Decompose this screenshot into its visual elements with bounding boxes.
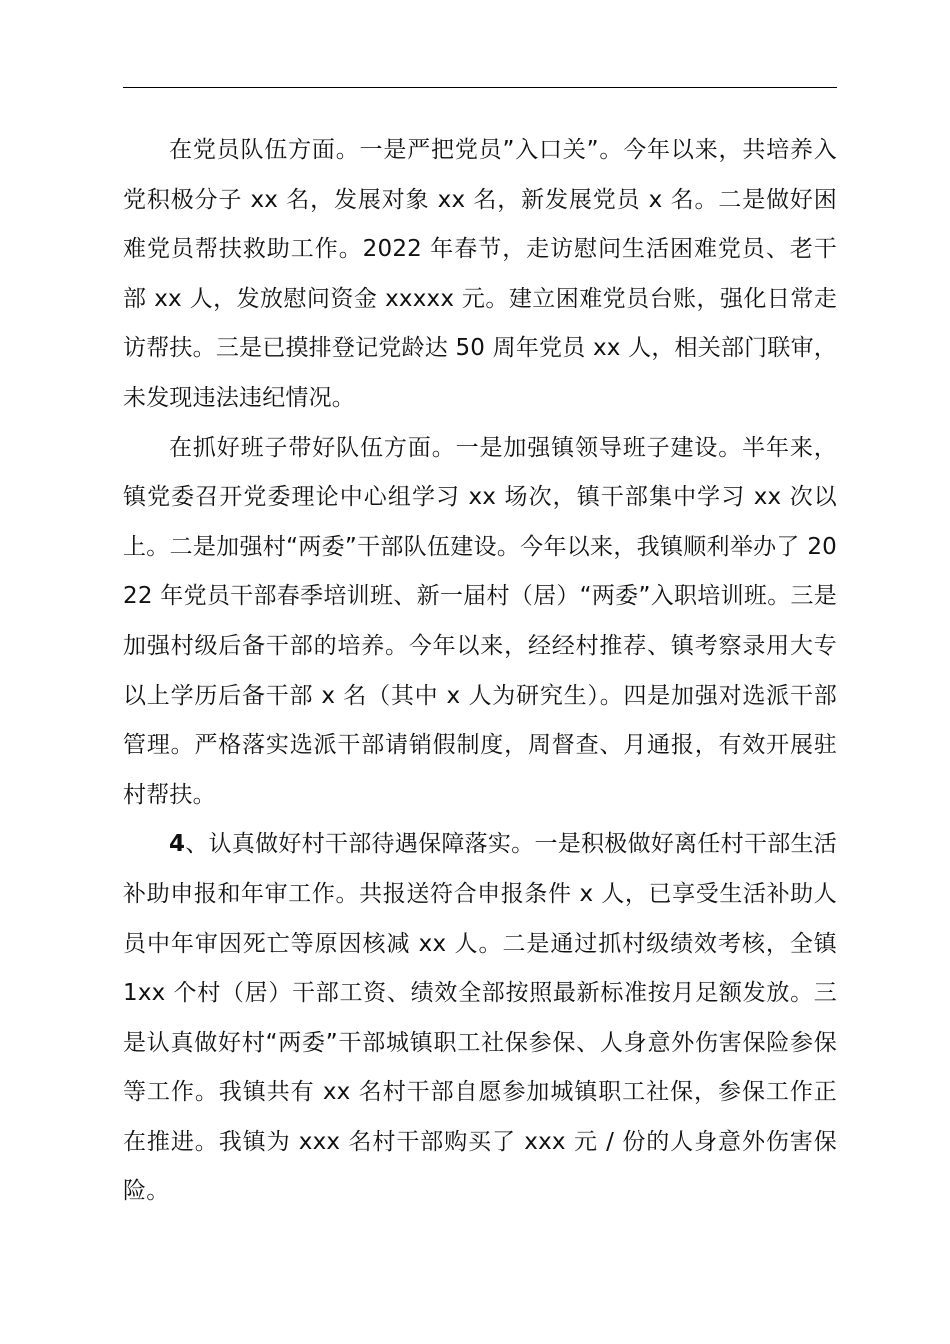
document-body (123, 126, 837, 1217)
paragraph-party-members (123, 126, 837, 424)
paragraph-leadership-team (123, 424, 837, 821)
paragraph-text: 、认真做好村干部待遇保障落实。一是积极做好离任村干部生活补助申报和年审工作。共报送符合申报条件 x 人，已享受生活补助人员中年审因死亡等原因核减 xx 人。二是通过抓村级绩效考核，全镇 1xx 个村（居）干部工资、绩效全部按照最新标准按月足额发放。三是认真做好村“两委”干部城镇职工社保参保、人身意外伤害保险参保等工作。我镇共有 xx 名村干部自愿参加城镇职工社保，参保工作正在推进。我镇为 xxx 名村干部购买了 xxx 元 / 份的人身意外伤害保险。 (123, 831, 837, 1205)
header-rule (123, 87, 837, 88)
paragraph-village-cadre-benefits (123, 820, 837, 1217)
paragraph-text: 在党员队伍方面。一是严把党员”入口关”。今年以来，共培养入党积极分子 xx 名，发展对象 xx 名，新发展党员 x 名。二是做好困难党员帮扶救助工作。2022 年春节，走访慰问生活困难党员、老干部 xx 人，发放慰问资金 xxxxx 元。建立困难党员台账，强化日常走访帮扶。三是已摸排登记党龄达 50 周年党员 xx 人，相关部门联审，未发现违法违纪情况。 (123, 137, 837, 411)
section-number: 4 (169, 831, 186, 858)
paragraph-text: 在抓好班子带好队伍方面。一是加强镇领导班子建设。半年来，镇党委召开党委理论中心组学习 xx 场次，镇干部集中学习 xx 次以上。二是加强村“两委”干部队伍建设。今年以来，我镇顺利举办了 2022 年党员干部春季培训班、新一届村（居）“两委”入职培训班。三是加强村级后备干部的培养。今年以来，经经村推荐、镇考察录用大专以上学历后备干部 x 名（其中 x 人为研究生）。四是加强对选派干部管理。严格落实选派干部请销假制度，周督查、月通报，有效开展驻村帮扶。 (123, 434, 837, 808)
